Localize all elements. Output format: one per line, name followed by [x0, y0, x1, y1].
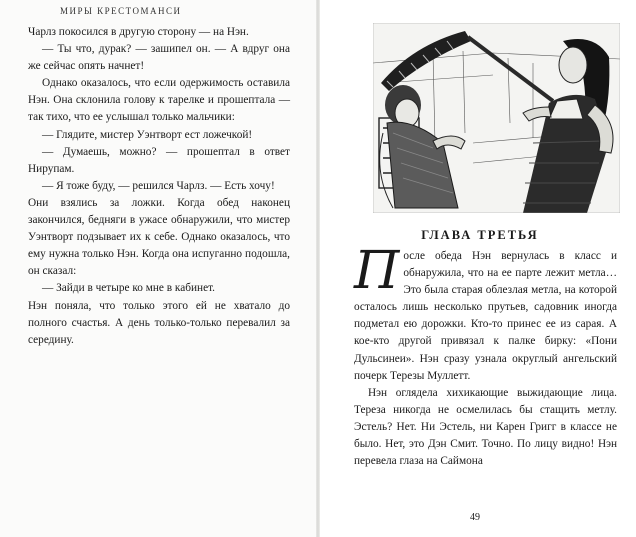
- drop-cap: П: [354, 241, 400, 301]
- book-gutter: [316, 0, 320, 537]
- paragraph-body: осле обеда Нэн вернулась в класс и обнаружила, что на ее парте лежит метла… Это была старая облезлая метла, на которой осталось лишь несколько прутьев, садовник иногда подметал ею дорожки. Кто-то принес ее из сарая. А кое-кто другой привязал к палке бирку: «Пони Дульсинеи». Нэн сразу узнала округлый ангельский почерк Терезы Муллетт.: [354, 250, 617, 382]
- engraving-illustration: [373, 23, 620, 213]
- right-page-text: [354, 241, 617, 470]
- left-page-text: [28, 24, 290, 349]
- paragraph: [354, 241, 617, 385]
- paragraph: — Зайди в четыре ко мне в кабинет.: [42, 282, 215, 295]
- paragraph: Нэн поняла, что только этого ей не хватало до полного счастья. А день только-только перевалил за середину.: [28, 299, 290, 346]
- paragraph: — Я тоже буду, — решился Чарлз. — Есть хочу!: [42, 179, 275, 192]
- paragraph: Они взялись за ложки. Когда обед наконец закончился, бедняги в ужасе обнаружили, что мистер Уэнтворт подзывает их к себе. Однако оказалось, что ему нужна только Нэн. Когда она испуганно подошла, он сказал:: [28, 196, 290, 278]
- paragraph: — Думаешь, можно? — прошептал в ответ Нирупам.: [28, 145, 290, 175]
- chapter-title: ГЛАВА ТРЕТЬЯ: [421, 228, 539, 242]
- running-head: МИРЫ КРЕСТОМАНСИ: [60, 6, 182, 16]
- paragraph: Нэн оглядела хихикающие выжидающие лица. Тереза никогда не осмелилась бы стащить метлу. Эстель? Нет. Ни Эстель, ни Карен Григг в классе не было. Нет, это Дэн Смит. Точно. По лицу видно! Нэн перевела глаза на Саймона: [354, 386, 617, 468]
- paragraph: — Глядите, мистер Уэнтворт ест ложечкой!: [42, 128, 253, 141]
- paragraph: — Ты что, дурак? — зашипел он. — А вдруг она же сейчас опять начнет!: [28, 43, 290, 73]
- paragraph: Чарлз покосился в другую сторону — на Нэн.: [28, 26, 249, 38]
- page-number: 49: [470, 512, 480, 523]
- paragraph: Однако оказалось, что если одержимость оставила Нэн. Она склонила голову к тарелке и прошептала — так тихо, что ее услышал только мальчики:: [28, 77, 290, 124]
